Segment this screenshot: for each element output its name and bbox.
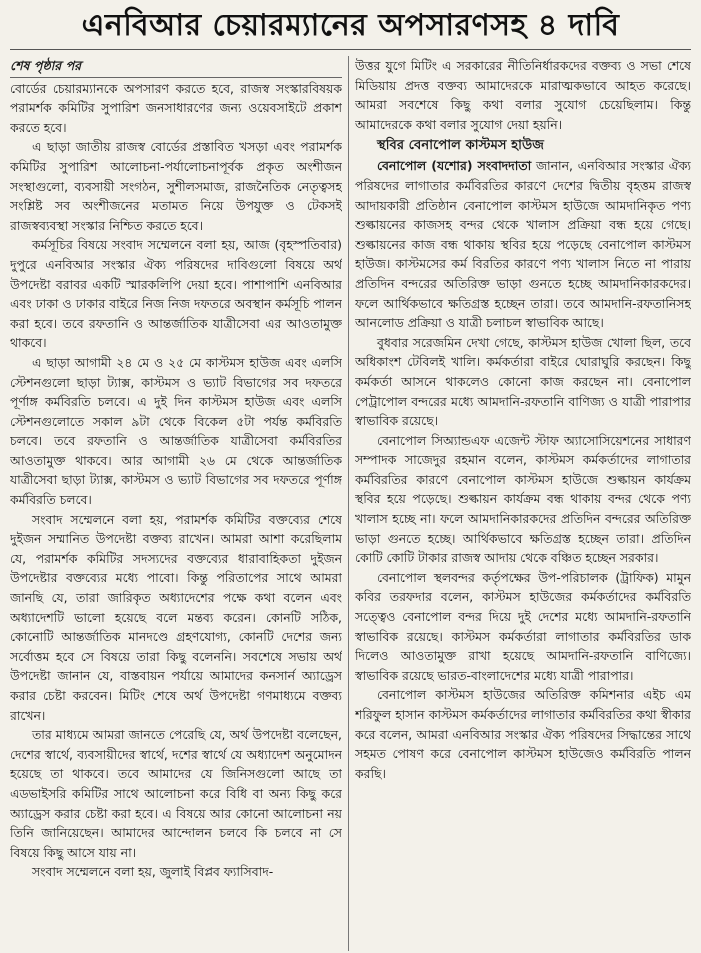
paragraph: সংবাদ সম্মেলনে বলা হয়, জুলাই বিপ্লব ফ্যাসিবাদ- [32, 864, 274, 880]
paragraph: এ ছাড়া জাতীয় রাজস্ব বোর্ডের প্রস্তাবিত খসড়া এবং পরামর্শক কমিটির সুপারিশ আলোচনা-পর্যালোচনাপূর্বক প্রকৃত অংশীজন সংস্থাগুলো, ব্যবসায়ী সংগঠন, সুশীলসমাজ, রাজনৈতিক নেতৃত্বসহ সংশ্লিষ্ট সব অংশীজনের মতামত নিয়ে উপযুক্ত ও টেকসই রাজস্বব্যবস্থা সংস্কার নিশ্চিত করতে হবে। [10, 139, 342, 233]
paragraph: বেনাপোল কাস্টমস হাউজের অতিরিক্ত কমিশনার এইচ এম শরিফুল হাসান কাস্টমস কর্মকর্তাদের লাগাতার কর্মবিরতির কথা স্বীকার করে বলেন, আমরা এনবিআর সংস্কার ঐক্য পরিষদের সিদ্ধান্তের সাথে সহমত পোষণ করে বেনাপোল কাস্টমস হাউজেও কর্মবিরতি পালন করছি। [355, 687, 691, 781]
continuation-rule [10, 77, 342, 78]
article-columns [10, 56, 691, 951]
continuation-label: শেষ পৃষ্ঠার পর [10, 58, 82, 73]
paragraph: বুধবার সরেজমিন দেখা গেছে, কাস্টমস হাউজ খোলা ছিল, তবে অধিকাংশ টেবিলই খালি। কর্মকর্তারা বাইরে ঘোরাঘুরি করছেন। কিছু কর্মকর্তা আসনে থাকলেও কোনো কাজ করছেন না। বেনাপোল পেট্রাপোল বন্দরের মধ্যে আমদানি-রফতানি বাণিজ্য ও যাত্রী পারাপার স্বাভাবিক রয়েছে। [355, 334, 691, 429]
left-column [10, 56, 342, 951]
paragraph: সংবাদ সম্মেলনে বলা হয়, পরামর্শক কমিটির বক্তব্যের শেষে দুইজন সম্মানিত উপদেষ্টা বক্তব্য রাখেন। আমরা আশা করেছিলাম যে, পরামর্শক কমিটির সদস্যদের বক্তব্যের ধারাবাহিকতা দুইজন উপদেষ্টার বক্তব্যের মধ্যে পাবো। কিন্তু পরিতাপের সাথে আমরা জানছি যে, তারা জারিকৃত অধ্যাদেশের পক্ষে কথা বলেন এবং অধ্যাদেশটি ভালো হয়েছে বলে মন্তব্য করেন। কোনটি সঠিক, কোনোটি আন্তর্জাতিক মানদণ্ডে গ্রহণযোগ্য, কোনটি দেশের জন্য সর্বোত্তম হবে সে বিষয়ে তারা কিছু বলেননি। সবশেষে সভায় অর্থ উপদেষ্টা জানান যে, বাস্তবায়ন পর্যায়ে আমাদের কনসার্ন অ্যাড্রেস করার চেষ্টা করবেন। মিটিং শেষে অর্থ উপদেষ্টা গণমাধ্যমে বক্তব্য রাখেন। [10, 511, 342, 723]
paragraph: বেনাপোল সিঅ্যান্ডএফ এজেন্ট স্টাফ অ্যাসোসিয়েশনের সাধারণ সম্পাদক সাজেদুর রহমান বলেন, কাস্টমস কর্মকর্তাদের লাগাতার কর্মবিরতির কারণে বেনাপোল কাস্টমস হাউজে শুল্কায়ন কার্যক্রম স্থবির হয়ে পড়েছে। শুল্কায়ন কার্যক্রম বন্ধ থাকায় বন্দর থেকে পণ্য খালাস হচ্ছে না। ফলে আমদানিকারকদের প্রতিদিন বন্দরের অতিরিক্ত ভাড়া গুনতে হচ্ছে। আর্থিকভাবে ক্ষতিগ্রস্ত হচ্ছেন তারা। প্রতিদিন কোটি কোটি টাকার রাজস্ব আদায় থেকে বঞ্চিত হচ্ছেন সরকার। [355, 432, 691, 566]
paragraph-with-byline [355, 156, 691, 332]
subheading: স্থবির বেনাপোল কাস্টমস হাউজ [377, 138, 545, 154]
paragraph: কর্মসূচির বিষয়ে সংবাদ সম্মেলনে বলা হয়, আজ (বৃহস্পতিবার) দুপুরে এনবিআর সংস্কার ঐক্য পরিষদের দাবিগুলো বিষয়ে অর্থ উপদেষ্টা বরাবর একটি স্মারকলিপি দেয়া হবে। পাশাপাশি এনবিআর এবং ঢাকা ও ঢাকার বাইরে নিজ নিজ দফতরে অবস্থান কর্মসূচি পালন করা হবে। তবে রফতানি ও আন্তর্জাতিক যাত্রীসেবা এর আওতামুক্ত থাকবে। [10, 237, 342, 351]
paragraph: উত্তর যুগে মিটিং এ সরকারের নীতিনির্ধারকদের বক্তব্য ও সভা শেষে মিডিয়ায় প্রদত্ত বক্তব্য আমাদেরকে মারাত্মকভাবে আহত করেছে। আমরা সবশেষে কিছু কথা বলার সুযোগ চেয়েছিলাম। কিন্তু আমাদেরকে কথা বলার সুযোগ দেয়া হয়নি। [355, 58, 691, 132]
paragraph: তার মাধ্যমে আমরা জানতে পেরেছি যে, অর্থ উপদেষ্টা বলেছেন, দেশের স্বার্থে, ব্যবসায়ীদের স্বার্থে, দশের স্বার্থে যে অধ্যাদেশ অনুমোদন হয়েছে তা থাকবে। তবে আমাদের যে জিনিসগুলো আছে তা এডভাইসরি কমিটির সাথে আলোচনা করে বিধি বা অন্য কিছু করে অ্যাড্রেস করার চেষ্টা করা হবে। এ বিষয়ে আর কোনো আলোচনা নয় তিনি জানিয়েছেন। আমাদের আন্দোলন চলবে কি চলবে না সে বিষয়ে কিছু আসে যায় না। [10, 727, 342, 860]
byline-text: জানান, এনবিআর সংস্কার ঐক্য পরিষদের লাগাতার কর্মবিরতির কারণে দেশের দ্বিতীয় বৃহত্তম রাজস্ব আদায়কারী প্রতিষ্ঠান বেনাপোল কাস্টমস হাউজে আমদানিকৃত পণ্য শুল্কায়নের কাজসহ বন্দর থেকে খালাস প্রক্রিয়া বন্ধ হয়ে গেছে। শুল্কায়নের কাজ বন্ধ থাকায় স্থবির হয়ে পড়েছে বেনাপোল কাস্টমস হাউজ। কাস্টমসের কর্ম বিরতির কারণে পণ্য খালাস নিতে না পারায় প্রতিদিন বন্দরের অতিরিক্ত ভাড়া গুনতে হচ্ছে আমদানিকারকদের। ফলে আর্থিকভাবে ক্ষতিগ্রস্ত হচ্ছেন তারা। তবে আমদানি-রফতানিসহ আনলোড প্রক্রিয়া ও যাত্রী চলাচল স্বাভাবিক আছে। [355, 158, 691, 331]
byline: বেনাপোল (যশোর) সংবাদদাতা [377, 158, 532, 174]
paragraph: এ ছাড়া আগামী ২৪ মে ও ২৫ মে কাস্টমস হাউজ এবং এলসি স্টেশনগুলো ছাড়া ট্যাক্স, কাস্টমস ও ভ্যাট বিভাগের সব দফতরে পূর্ণাঙ্গ কর্মবিরতি চলবে। এ দুই দিন কাস্টমস হাউজ এবং এলসি স্টেশনগুলোতে সকাল ৯টা থেকে বিকেল ৫টা পর্যন্ত কর্মবিরতি চলবে। তবে রফতানি ও আন্তর্জাতিক যাত্রীসেবা কর্মবিরতির আওতামুক্ত থাকবে। আর আগামী ২৬ মে থেকে আন্তর্জাতিক যাত্রীসেবা ছাড়া ট্যাক্স, কাস্টমস ও ভ্যাট বিভাগের সব দফতরে পূর্ণাঙ্গ কর্মবিরতি চলবে। [10, 354, 342, 508]
paragraph: বেনাপোল স্থলবন্দর কর্তৃপক্ষের উপ-পরিচালক (ট্রাফিক) মামুন কবির তরফদার বলেন, কাস্টমস হাউজের কর্মকর্তাদের কর্মবিরতি সত্ত্বেও বেনাপোল বন্দর দিয়ে দুই দেশের মধ্যে আমদানি-রফতানি স্বাভাবিক রয়েছে। কাস্টমস কর্মকর্তারা লাগাতার কর্মবিরতির ডাক দিলেও আওতামুক্ত রাখা হয়েছে আমদানি-রফতানি বাণিজ্যে। স্বাভাবিক রয়েছে ভারত-বাংলাদেশের মধ্যে যাত্রী পারাপার। [355, 569, 691, 683]
right-column [355, 56, 691, 951]
headline: এনবিআর চেয়ারম্যানের অপসারণসহ ৪ দাবি [10, 6, 691, 50]
paragraph: বোর্ডের চেয়ারম্যানকে অপসারণ করতে হবে, রাজস্ব সংস্কারবিষয়ক পরামর্শক কমিটির সুপারিশ জনসাধারণের জন্য ওয়েবসাইটে প্রকাশ করতে হবে। [10, 80, 342, 135]
column-divider [348, 56, 349, 951]
